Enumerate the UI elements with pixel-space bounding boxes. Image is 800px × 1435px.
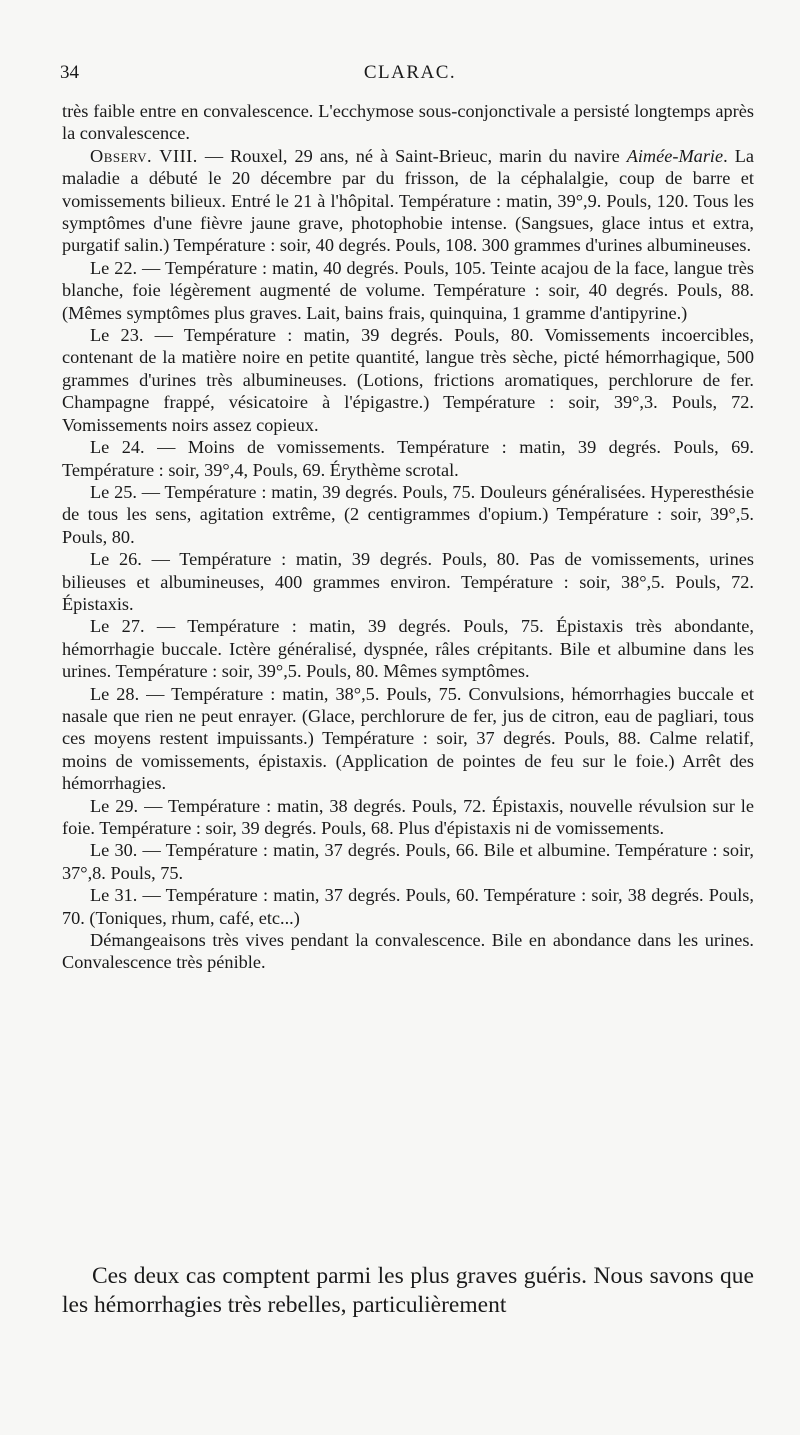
ship-name: Aimée-Marie (626, 145, 724, 166)
paragraph-convalescence: Démangeaisons très vives pendant la convalescence. Bile en abondance dans les urines. Convalescence très pénible. (62, 930, 754, 973)
page-header (60, 58, 760, 92)
paragraph-day-30: Le 30. — Température : matin, 37 degrés. Pouls, 66. Bile et albumine. Température : soir, 37°,8. Pouls, 75. (62, 840, 754, 883)
paragraph-day-24: Le 24. — Moins de vomissements. Température : matin, 39 degrés. Pouls, 69. Température : soir, 39°,4, Pouls, 69. Érythème scrotal. (62, 437, 754, 480)
paragraph-conclusion: Ces deux cas comptent parmi les plus graves guéris. Nous savons que les hémorrhagies très rebelles, particulièrement (62, 1263, 754, 1318)
body-text (62, 100, 754, 974)
paragraph-day-31: Le 31. — Température : matin, 37 degrés. Pouls, 60. Température : soir, 38 degrés. Pouls, 70. (Toniques, rhum, café, etc...) (62, 885, 754, 928)
paragraph-day-26: Le 26. — Température : matin, 39 degrés. Pouls, 80. Pas de vomissements, urines bilieuses et albumineuses, 400 grammes environ. Température : soir, 38°,5. Pouls, 72. Épistaxis. (62, 549, 754, 614)
paragraph-day-29: Le 29. — Température : matin, 38 degrés. Pouls, 72. Épistaxis, nouvelle révulsion sur le foie. Température : soir, 39 degrés. Pouls, 68. Plus d'épistaxis ni de vomissements. (62, 795, 754, 838)
main-text-block (62, 1262, 754, 1320)
observation-label: Observ. VIII. (90, 145, 198, 166)
observation-text-a: — Rouxel, 29 ans, né à Saint-Brieuc, marin du navire (197, 145, 627, 166)
paragraph-observation-8 (62, 145, 754, 257)
page-number: 34 (60, 62, 79, 83)
paragraph-day-25: Le 25. — Température : matin, 39 degrés. Pouls, 75. Douleurs généralisées. Hyperesthésie de tous les sens, agitation extrême, (2 centigrammes d'opium.) Température : soir, 39°,5. Pouls, 80. (62, 481, 754, 547)
paragraph-day-27: Le 27. — Température : matin, 39 degrés. Pouls, 75. Épistaxis très abondante, hémorrhagie buccale. Ictère généralisé, dyspnée, râles crépitants. Bile et albumine dans les urines. Température : soir, 39°,5. Pouls, 80. Mêmes symptômes. (62, 616, 754, 682)
paragraph-day-28: Le 28. — Température : matin, 38°,5. Pouls, 75. Convulsions, hémorrhagies buccale et nasale que rien ne peut enrayer. (Glace, perchlorure de fer, jus de citron, eau de pagliari, tous ces moyens restent impuissants.) Température : soir, 37 degrés. Pouls, 88. Calme relatif, moins de vomissements, épistaxis. (Application de pointes de feu sur le foie.) Arrêt des hémorrhagies. (62, 683, 754, 794)
paragraph-day-23: Le 23. — Température : matin, 39 degrés. Pouls, 80. Vomissements incoercibles, contenant de la matière noire en petite quantité, langue très sèche, picté hémorrhagique, 500 grammes d'urines très albumineuses. (Lotions, frictions aromatiques, perchlorure de fer. Champagne frappé, vésicatoire à l'épigastre.) Température : soir, 39°,3. Pouls, 72. Vomissements noirs assez copieux. (62, 325, 754, 435)
paragraph-continuation: très faible entre en convalescence. L'ecchymose sous-conjonctivale a persisté longtemps après la convalescence. (62, 101, 754, 144)
paragraph-day-22: Le 22. — Température : matin, 40 degrés. Pouls, 105. Teinte acajou de la face, langue très blanche, foie légèrement augmenté de volume. Température : soir, 40 degrés. Pouls, 88. (Mêmes symptômes plus graves. Lait, bains frais, quinquina, 1 gramme d'antipyrine.) (62, 257, 754, 323)
running-head: CLARAC. (363, 62, 457, 83)
observation-text-b: . La maladie a débuté le 20 décembre par du frisson, de la céphalalgie, coup de barre et vomissements bilieux. Entré le 21 à l'hôpital. Température : matin, 39°,9. Pouls, 120. Tous les symptômes d'une fièvre jaune grave, photophobie intense. (Sangsues, glace intus et extra, purgatif salin.) Température : soir, 40 degrés. Pouls, 108. 300 grammes d'urines albumineuses. (62, 145, 754, 256)
